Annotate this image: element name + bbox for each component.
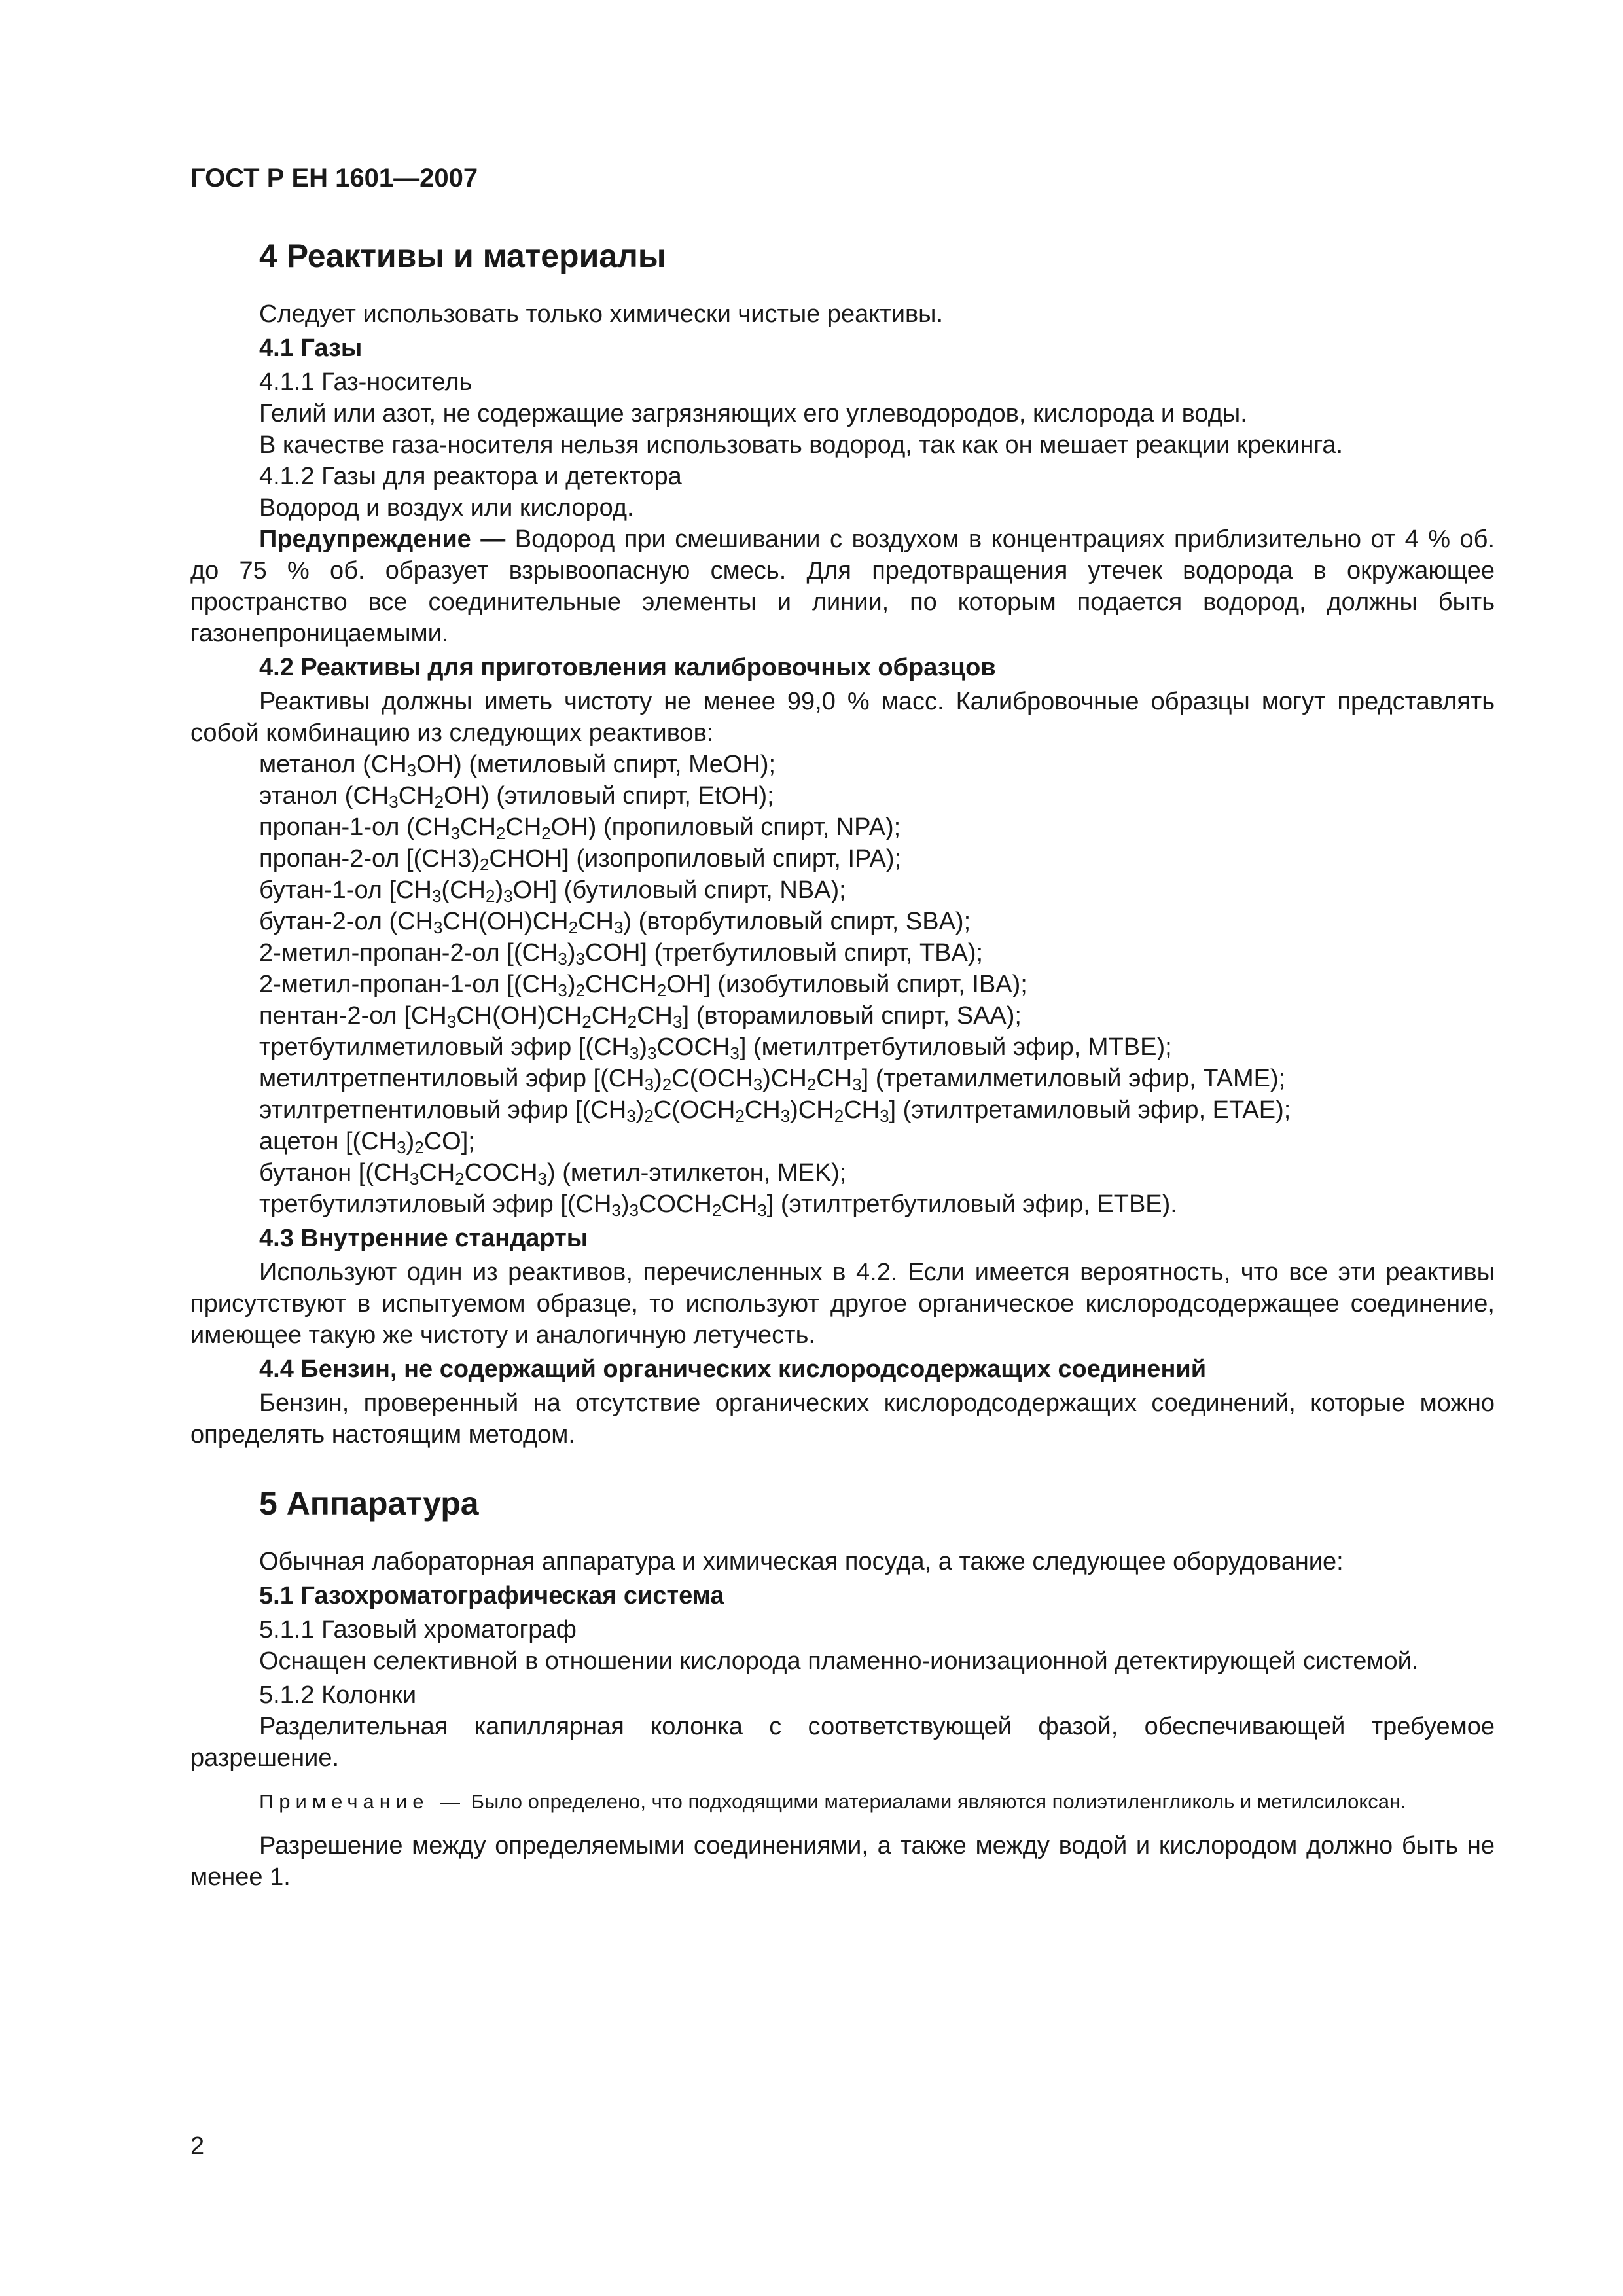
reagent-text: пропан-2-ол [(CH3)	[259, 845, 480, 872]
reagent-text: )	[639, 1033, 647, 1061]
reagent-text: ] (этилтретбутиловый эфир, ETBE).	[766, 1191, 1177, 1218]
clause-5-1-2-text: Разделительная капиллярная колонка с соответствующей фазой, обеспечивающей требуемое разрешение.	[190, 1713, 1495, 1772]
subsection-4-4-text: Бензин, проверенный на отсутствие органических кислородсодержащих соединений, которые можно определять настоящим методом.	[190, 1390, 1495, 1448]
reagent-text: ] (вторамиловый спирт, SAA);	[682, 1002, 1022, 1030]
reagent-text: 2-метил-пропан-1-ол [(CH	[259, 971, 558, 998]
reagent-text: CH	[419, 1159, 455, 1187]
reagent-subscript: 2	[806, 1075, 817, 1094]
reagent-text: CH	[460, 814, 496, 841]
reagent-subscript: 2	[434, 792, 444, 812]
reagent-subscript: 3	[397, 1138, 406, 1157]
note-5-1-2	[190, 1788, 1495, 1816]
reagent-subscript: 3	[409, 1169, 419, 1189]
reagent-text: третбутилэтиловый эфир [(CH	[259, 1191, 612, 1218]
reagent-subscript: 3	[389, 792, 399, 812]
reagent-subscript: 3	[558, 949, 567, 969]
reagent-item	[190, 1094, 1495, 1126]
reagent-text: бутан-2-ол (CH	[259, 908, 434, 935]
reagent-text: третбутилметиловый эфир [(CH	[259, 1033, 630, 1061]
clause-5-1-1-text: Оснащен селективной в отношении кислорода пламенно-ионизационной детектирующей системой.	[259, 1647, 1419, 1675]
reagent-item	[190, 812, 1495, 843]
reagent-item	[190, 906, 1495, 937]
reagent-subscript: 2	[541, 823, 551, 843]
reagent-item	[190, 1189, 1495, 1220]
reagent-subscript: 2	[495, 823, 506, 843]
reagent-subscript: 3	[880, 1106, 889, 1126]
reagent-subscript: 2	[575, 980, 585, 1000]
reagent-text: CH	[637, 1002, 673, 1030]
clause-4-1-1-paragraph-1: Гелий или азот, не содержащие загрязняющих его углеводородов, кислорода и воды.	[259, 400, 1247, 427]
reagent-text: OH) (пропиловый спирт, NPA);	[550, 814, 901, 841]
reagent-text: C(OCH	[653, 1096, 736, 1124]
reagent-subscript: 2	[644, 1106, 654, 1126]
reagent-item	[190, 969, 1495, 1000]
reagent-item	[190, 1063, 1495, 1094]
reagent-text: )	[635, 1096, 645, 1124]
reagent-text: метилтретпентиловый эфир [(CH	[259, 1065, 645, 1092]
reagent-item	[190, 937, 1495, 969]
reagent-text: CH(OH)CH	[442, 908, 569, 935]
reagent-text: COH] (третбутиловый спирт, TBA);	[584, 939, 984, 967]
subsection-4-3-text: Используют один из реактивов, перечисленных в 4.2. Если имеется вероятность, что все эти реактивы присутствуют в испытуемом образце, то используют другое органическое кислородсодержащее соединение, имеющее такую же чистоту и аналогичную летучесть.	[190, 1259, 1495, 1349]
reagent-subscript: 2	[627, 1012, 637, 1031]
document-body	[190, 236, 1495, 1893]
section-5-title: 5 Аппаратура	[259, 1485, 479, 1522]
reagent-text: )	[495, 876, 504, 904]
reagent-text: CO];	[423, 1128, 475, 1155]
subsection-4-3-title: 4.3 Внутренние стандарты	[259, 1225, 588, 1252]
reagent-text: пентан-2-ол [CH	[259, 1002, 447, 1030]
reagent-subscript: 2	[735, 1106, 745, 1126]
reagent-subscript: 3	[450, 823, 461, 843]
reagent-subscript: 2	[711, 1200, 722, 1220]
reagent-subscript: 2	[656, 980, 667, 1000]
reagent-text: CH(OH)CH	[456, 1002, 582, 1030]
reagent-subscript: 3	[406, 761, 417, 780]
subsection-4-1-title: 4.1 Газы	[259, 334, 363, 362]
reagent-subscript: 2	[485, 886, 495, 906]
clause-5-1-1-title: 5.1.1 Газовый хроматограф	[259, 1616, 577, 1643]
section-5-intro: Обычная лабораторная аппаратура и химическая посуда, а также следующее оборудование:	[259, 1548, 1344, 1575]
reagent-text: 2-метил-пропан-2-ол [(CH	[259, 939, 558, 967]
reagent-text: метанол (CH	[259, 751, 407, 778]
reagent-item	[190, 874, 1495, 906]
document-code-header: ГОСТ Р ЕН 1601—2007	[190, 164, 478, 192]
reagent-subscript: 3	[446, 1012, 457, 1031]
reagent-subscript: 2	[582, 1012, 592, 1031]
subsection-4-2-title: 4.2 Реактивы для приготовления калибровочных образцов	[259, 654, 996, 681]
warning-label: Предупреждение —	[259, 526, 506, 553]
reagent-text: CHCH	[584, 971, 657, 998]
reagent-text: )	[567, 971, 576, 998]
note-label: Примечание —	[259, 1790, 466, 1813]
reagent-text: OH) (метиловый спирт, MeOH);	[416, 751, 776, 778]
reagent-text: )	[654, 1065, 662, 1092]
reagent-item	[190, 1000, 1495, 1031]
reagent-text: ) (метил-этилкетон, MEK);	[547, 1159, 847, 1187]
subsection-4-4-title: 4.4 Бензин, не содержащий органических кислородсодержащих соединений	[259, 1355, 1207, 1383]
reagent-text: CH	[721, 1191, 758, 1218]
resolution-requirement: Разрешение между определяемыми соединениями, а также между водой и кислородом должно быть не менее 1.	[190, 1832, 1495, 1891]
clause-4-1-1-paragraph-2: В качестве газа-носителя нельзя использовать водород, так как он мешает реакции крекинга.	[259, 431, 1344, 459]
reagent-text: ацетон [(CH	[259, 1128, 397, 1155]
reagent-subscript: 3	[672, 1012, 683, 1031]
reagent-text: )CH	[762, 1065, 807, 1092]
reagent-text: ] (этилтретамиловый эфир, ETAE);	[889, 1096, 1291, 1124]
reagent-text: бутанон [(CH	[259, 1159, 410, 1187]
reagent-text: )	[406, 1128, 415, 1155]
clause-5-1-2-title: 5.1.2 Колонки	[259, 1681, 417, 1709]
reagent-subscript: 3	[537, 1169, 547, 1189]
reagent-subscript: 2	[568, 918, 579, 937]
reagent-text: CH	[578, 908, 614, 935]
reagent-subscript: 3	[730, 1043, 740, 1063]
reagent-subscript: 3	[503, 886, 513, 906]
reagent-item	[190, 780, 1495, 812]
reagent-text: (CH	[441, 876, 486, 904]
reagent-subscript: 3	[629, 1043, 639, 1063]
reagent-subscript: 3	[753, 1075, 763, 1094]
reagent-item	[190, 1157, 1495, 1189]
reagent-item	[190, 843, 1495, 874]
reagent-item	[190, 749, 1495, 780]
reagent-text: ] (третамилметиловый эфир, TAME);	[861, 1065, 1286, 1092]
reagent-item	[190, 1126, 1495, 1157]
reagent-text: ] (метилтретбутиловый эфир, MTBE);	[739, 1033, 1172, 1061]
reagent-text: CH	[505, 814, 542, 841]
reagent-subscript: 3	[757, 1200, 767, 1220]
reagent-subscript: 3	[647, 1043, 657, 1063]
subsection-4-2-intro: Реактивы должны иметь чистоту не менее 99,0 % масс. Калибровочные образцы могут представлять собой комбинацию из следующих реактивов:	[190, 688, 1495, 747]
reagent-text: )	[620, 1191, 630, 1218]
reagent-list	[190, 749, 1495, 1220]
subsection-5-1-title: 5.1 Газохроматографическая система	[259, 1582, 724, 1609]
reagent-text: CH	[744, 1096, 781, 1124]
reagent-item	[190, 1031, 1495, 1063]
reagent-subscript: 2	[414, 1138, 424, 1157]
reagent-subscript: 3	[575, 949, 585, 969]
reagent-text: COCH	[639, 1191, 712, 1218]
section-4-title: 4 Реактивы и материалы	[259, 238, 666, 274]
reagent-subscript: 3	[431, 886, 442, 906]
reagent-subscript: 2	[834, 1106, 844, 1126]
reagent-text: COCH	[464, 1159, 538, 1187]
reagent-subscript: 3	[433, 918, 443, 937]
reagent-subscript: 2	[479, 855, 490, 874]
warning-text: Водород при смешивании с воздухом в концентрациях приблизительно от 4 % об. до 75 % об. образует взрывоопасную смесь. Для предотвращения утечек водорода в окружающее пространство все соединительные элементы и линии, по которым подается водород, должны быть газонепроницаемыми.	[190, 526, 1495, 647]
clause-4-1-2-title: 4.1.2 Газы для реактора и детектора	[259, 463, 682, 490]
reagent-text: бутан-1-ол [CH	[259, 876, 432, 904]
reagent-subscript: 3	[629, 1200, 639, 1220]
reagent-subscript: 3	[558, 980, 567, 1000]
reagent-text: CHOH] (изопропиловый спирт, IPA);	[489, 845, 902, 872]
reagent-subscript: 2	[455, 1169, 465, 1189]
reagent-text: CH	[844, 1096, 880, 1124]
reagent-text: OH) (этиловый спирт, EtOH);	[444, 782, 774, 810]
reagent-text: C(OCH	[671, 1065, 753, 1092]
reagent-subscript: 3	[613, 918, 624, 937]
hydrogen-warning	[190, 524, 1495, 649]
page-number: 2	[190, 2132, 205, 2160]
reagent-text: CH	[591, 1002, 628, 1030]
reagent-subscript: 3	[644, 1075, 654, 1094]
reagent-text: OH] (бутиловый спирт, NBA);	[512, 876, 846, 904]
reagent-subscript: 3	[780, 1106, 791, 1126]
reagent-text: CH	[816, 1065, 853, 1092]
reagent-text: COCH	[656, 1033, 730, 1061]
reagent-subscript: 3	[626, 1106, 636, 1126]
reagent-text: )	[567, 939, 576, 967]
reagent-text: пропан-1-ол (CH	[259, 814, 451, 841]
reagent-subscript: 2	[662, 1075, 672, 1094]
reagent-subscript: 3	[852, 1075, 862, 1094]
reagent-text: CH	[398, 782, 435, 810]
clause-4-1-2-paragraph-1: Водород и воздух или кислород.	[259, 494, 634, 522]
clause-4-1-1-title: 4.1.1 Газ-носитель	[259, 368, 473, 396]
note-text: Было определено, что подходящими материалами являются полиэтиленгликоль и метилсилоксан.	[465, 1790, 1406, 1813]
reagent-text: OH] (изобутиловый спирт, IBA);	[666, 971, 1027, 998]
reagent-text: )CH	[790, 1096, 834, 1124]
reagent-text: ) (вторбутиловый спирт, SBA);	[623, 908, 971, 935]
reagent-subscript: 3	[611, 1200, 621, 1220]
reagent-text: этилтретпентиловый эфир [(CH	[259, 1096, 627, 1124]
reagent-text: этанол (CH	[259, 782, 389, 810]
section-4-intro: Следует использовать только химически чистые реактивы.	[259, 300, 943, 328]
